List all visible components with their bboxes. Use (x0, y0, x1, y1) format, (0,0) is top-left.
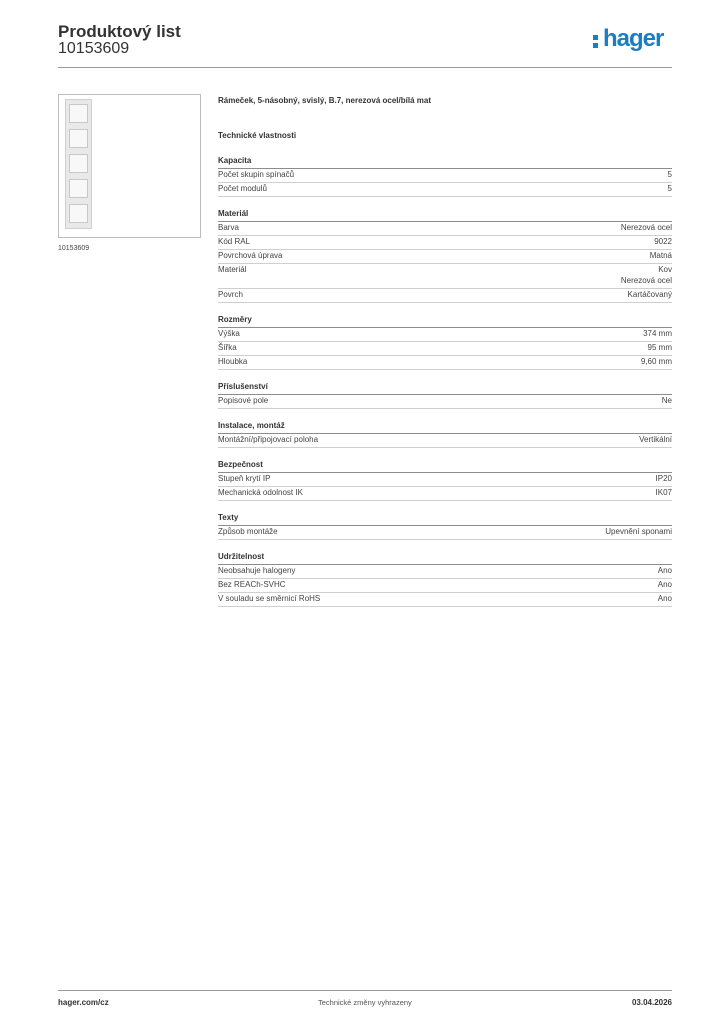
spec-label: Povrchová úprava (218, 251, 283, 260)
spec-value-line: Nerezová ocel (620, 275, 672, 285)
spec-value (658, 580, 672, 591)
product-number: 10153609 (58, 40, 130, 57)
logo-dots-icon (593, 35, 598, 51)
spec-value (643, 329, 672, 340)
spec-value (641, 357, 672, 368)
spec-section (218, 513, 672, 540)
spec-section (218, 382, 672, 409)
frame-illustration (65, 99, 92, 229)
spec-label: Materiál (218, 265, 247, 274)
spec-row (218, 289, 672, 303)
section-title: Rozměry (218, 315, 672, 328)
spec-row (218, 593, 672, 607)
spec-row (218, 250, 672, 264)
spec-section (218, 315, 672, 370)
spec-value (656, 474, 672, 485)
spec-label: Počet skupin spínačů (218, 170, 295, 179)
footer-website-link[interactable]: hager.com/cz (58, 998, 109, 1007)
spec-value (654, 237, 672, 248)
spec-sections (218, 156, 672, 607)
spec-label: Povrch (218, 289, 243, 299)
spec-row (218, 356, 672, 370)
spec-row (218, 236, 672, 250)
spec-value (650, 251, 672, 262)
spec-row (218, 183, 672, 197)
frame-module-opening (69, 104, 88, 123)
spec-label: Bez REACh-SVHC (218, 579, 286, 589)
header-divider (58, 67, 672, 68)
footer-notice: Technické změny vyhrazeny (318, 998, 412, 1007)
spec-row (218, 565, 672, 579)
spec-value-line: IK07 (655, 487, 672, 497)
spec-row (218, 342, 672, 356)
spec-label: Kód RAL (218, 237, 251, 246)
spec-label: V souladu se směrnicí RoHS (218, 593, 321, 603)
spec-label: Barva (218, 223, 239, 232)
spec-row (218, 473, 672, 487)
spec-row (218, 264, 672, 289)
spec-value-line: 9022 (654, 237, 672, 246)
spec-value-line: IP20 (655, 473, 672, 483)
spec-value-line: Nerezová ocel (620, 223, 672, 232)
footer-divider (58, 990, 672, 991)
section-title: Udržitelnost (218, 552, 672, 565)
section-title: Bezpečnost (218, 460, 672, 473)
spec-label: Výška (218, 328, 240, 338)
spec-value (662, 396, 672, 407)
spec-value (628, 290, 672, 301)
spec-value-line: 5 (667, 170, 672, 179)
frame-module-opening (69, 204, 88, 223)
section-title: Materiál (218, 209, 672, 222)
spec-row (218, 487, 672, 501)
spec-value (648, 343, 672, 354)
spec-label: Neobsahuje halogeny (218, 565, 296, 575)
logo-text: hager (603, 25, 664, 52)
spec-value-line: Ano (657, 579, 672, 589)
product-name: Rámeček, 5-násobný, svislý, B.7, nerezová ocel/bílá mat (218, 96, 431, 105)
spec-row (218, 328, 672, 342)
spec-value-line: 5 (667, 184, 672, 193)
spec-value-line: Ano (657, 565, 672, 575)
product-details (218, 96, 672, 607)
spec-value (639, 435, 672, 446)
spec-value-line: Ano (657, 593, 672, 603)
spec-label: Popisové pole (218, 395, 269, 405)
frame-module-opening (69, 129, 88, 148)
spec-section (218, 156, 672, 197)
spec-row (218, 169, 672, 183)
spec-value-line: 374 mm (643, 328, 672, 338)
section-title: Kapacita (218, 156, 672, 169)
spec-value-line: Kartáčovaný (627, 289, 672, 299)
spec-label: Počet modulů (218, 184, 267, 193)
spec-label: Montážní/připojovací poloha (218, 434, 319, 444)
spec-section (218, 460, 672, 501)
section-title: Instalace, montáž (218, 421, 672, 434)
spec-row (218, 526, 672, 540)
spec-value-line: 95 mm (647, 342, 672, 352)
spec-row (218, 395, 672, 409)
section-title: Texty (218, 513, 672, 526)
spec-section (218, 552, 672, 607)
spec-row (218, 222, 672, 236)
spec-value (605, 527, 672, 538)
spec-section (218, 421, 672, 448)
spec-value (668, 170, 672, 181)
spec-row (218, 579, 672, 593)
spec-value (658, 566, 672, 577)
product-image (58, 94, 201, 238)
tech-properties-heading: Technické vlastnosti (218, 131, 297, 140)
spec-label: Způsob montáže (218, 526, 278, 536)
hager-logo[interactable] (593, 25, 673, 56)
footer-date: 03.04.2026 (631, 998, 672, 1007)
spec-value-line: Kov (658, 265, 672, 274)
spec-label: Hloubka (218, 356, 248, 366)
section-title: Příslušenství (218, 382, 672, 395)
image-caption: 10153609 (58, 245, 90, 252)
spec-value-line: Upevnění sponami (605, 526, 672, 536)
spec-value-line: Vertikální (639, 434, 672, 444)
spec-value (621, 223, 672, 234)
spec-value-line: 9,60 mm (640, 356, 672, 366)
frame-module-opening (69, 179, 88, 198)
spec-label: Mechanická odolnost IK (218, 487, 303, 497)
spec-label: Stupeň krytí IP (218, 473, 271, 483)
page-title: Produktový list (58, 22, 181, 41)
spec-value (668, 184, 672, 195)
spec-section (218, 209, 672, 303)
spec-row (218, 434, 672, 448)
frame-module-opening (69, 154, 88, 173)
spec-label: Šířka (218, 342, 237, 352)
spec-value-line: Matná (649, 251, 672, 260)
spec-value (658, 594, 672, 605)
spec-value (656, 488, 672, 499)
spec-value (621, 265, 672, 286)
spec-value-line: Ne (661, 395, 672, 405)
